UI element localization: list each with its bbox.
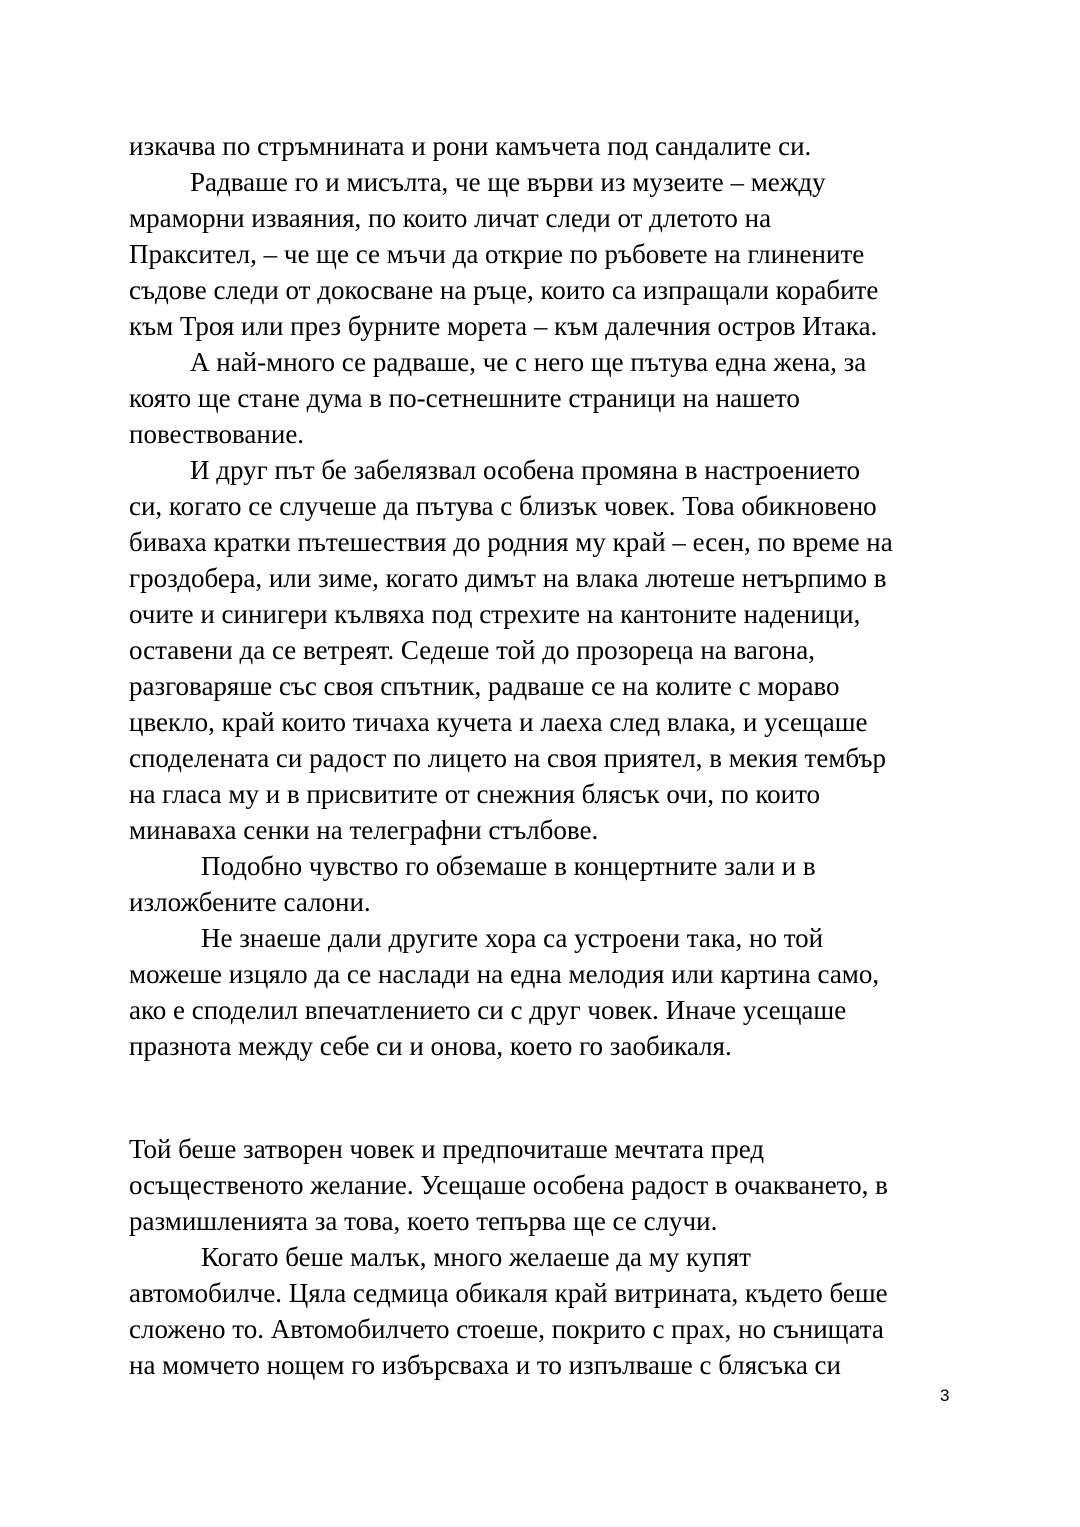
text-line: гроздобера, или зиме, когато димът на влака лютеше нетърпимо в (129, 563, 887, 593)
text-line: мраморни изваяния, по които личат следи от длетото на (129, 203, 772, 233)
text-line: И друг път бе забелязвал особена промяна в настроението (190, 455, 860, 485)
text-line: оставени да се ветреят. Седеше той до прозореца на вагона, (129, 635, 815, 665)
text-line: споделената си радост по лицето на своя приятел, в мекия тембър (129, 743, 886, 773)
text-line: автомобилче. Цяла седмица обикаля край витрината, където беше (129, 1278, 888, 1308)
text-line: съдове следи от докосване на ръце, които са изпращали корабите (129, 275, 879, 305)
text-line: на гласа му и в присвитите от снежния блясък очи, по които (129, 779, 821, 809)
text-line: размишленията за това, което тепърва ще се случи. (129, 1206, 718, 1236)
text-line: Праксител, – че ще се мъчи да открие по ръбовете на глинените (129, 239, 865, 269)
text-line: Радваше го и мисълта, че ще върви из музеите – между (190, 167, 826, 197)
text-line: осъщественото желание. Усещаше особена радост в очакването, в (129, 1170, 888, 1200)
text-line: сложено то. Автомобилчето стоеше, покрито с прах, но сънищата (129, 1314, 884, 1344)
text-line: Той беше затворен човек и предпочиташе мечтата пред (129, 1134, 765, 1164)
text-line: на момчето нощем го избърсваха и то изпълваше с блясъка си (129, 1350, 841, 1380)
page-number: 3 (940, 1386, 950, 1405)
text-line: минаваха сенки на телеграфни стълбове. (129, 815, 599, 845)
text-line: изкачва по стръмнината и рони камъчета под сандалите си. (129, 131, 812, 161)
text-line: разговаряше със своя спътник, радваше се на колите с мораво (129, 671, 840, 701)
text-line: празнота между себе си и онова, което го заобикаля. (129, 1031, 732, 1061)
text-line: биваха кратки пътешествия до родния му край – есен, по време на (129, 527, 893, 557)
text-line: ако е споделил впечатлението си с друг човек. Иначе усещаше (129, 995, 847, 1025)
text-line: очите и синигери кълвяха под стрехите на кантоните наденици, (129, 599, 861, 629)
text-line: Не знаеше дали другите хора са устроени така, но той (201, 923, 824, 953)
text-line: към Троя или през бурните морета – към далечния остров Итака. (129, 311, 878, 341)
text-line: Подобно чувство го обземаше в концертните зали и в (201, 851, 816, 881)
text-line: А най-много се радваше, че с него ще пътува една жена, за (190, 347, 867, 377)
text-line: можеше изцяло да се наслади на една мелодия или картина само, (129, 959, 880, 989)
text-line: си, когато се случеше да пътува с близък човек. Това обикновено (129, 491, 877, 521)
text-line: цвекло, край които тичаха кучета и лаеха след влака, и усещаше (129, 707, 868, 737)
text-line: повествование. (129, 419, 305, 449)
text-line: изложбените салони. (129, 887, 371, 917)
text-line: която ще стане дума в по-сетнешните страници на нашето (129, 383, 800, 413)
text-line: Когато беше малък, много желаеше да му купят (201, 1242, 751, 1272)
